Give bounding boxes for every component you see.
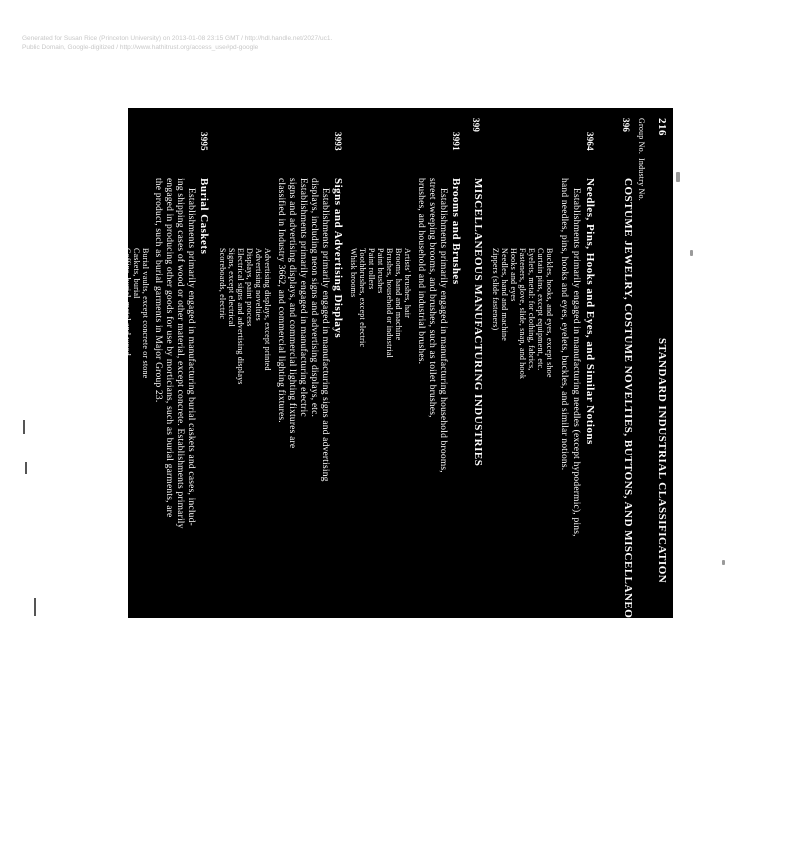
industry-text-3996-3: marily engaged in manufacturing rubber floor coverings are classified in Industry 3069, bbox=[74, 178, 84, 529]
page-number: 216 bbox=[656, 118, 668, 136]
scan-speck bbox=[690, 250, 693, 256]
index-item: Artists' brushes, hair bbox=[403, 248, 412, 319]
index-item: Brushes, household or industrial bbox=[385, 248, 394, 358]
index-item: Displays, paint process bbox=[245, 248, 254, 327]
provenance-line-2: Public Domain, Google-digitized / http://www.hathitrust.org/access_use#pd-google bbox=[22, 44, 259, 51]
index-item: Curtain pins, except equipment, etc. bbox=[536, 248, 545, 371]
col-header-industry: Industry No. bbox=[637, 158, 646, 201]
industry-text-3993-2: displays, including neon signs and advertising displays, etc. bbox=[309, 178, 319, 418]
index-item: Electrical signs and advertising displays bbox=[236, 248, 245, 385]
index-item: Paint rollers bbox=[367, 248, 376, 290]
industry-heading-3993: Signs and Advertising Displays bbox=[332, 178, 344, 339]
index-item: Whisk brooms bbox=[349, 248, 358, 298]
index-item: (linoleum) bbox=[33, 248, 42, 284]
industry-code-3964: 3964 bbox=[585, 132, 595, 151]
index-item: Advertising displays, except printed bbox=[263, 248, 272, 371]
col-header-group: Group No. bbox=[637, 118, 646, 155]
index-item: Fasteners, glove, slide, snap, and hook bbox=[518, 248, 527, 380]
index-item: Eyelets, metal: for clothing, fabrics, bbox=[527, 248, 536, 371]
industry-text-3995-4: the product, such as burial garments in Major Group 23. bbox=[153, 178, 163, 403]
provenance-line-1: Generated for Susan Rice (Princeton University) on 2013-01-08 23:15 GMT / http://hdl.handle.net/2027/uc1. bbox=[22, 35, 333, 42]
industry-code-3991: 3991 bbox=[451, 132, 461, 151]
industry-text-3996-4: and cork floor and wall tile in Industry 2499. bbox=[63, 178, 73, 358]
provenance-watermark bbox=[22, 34, 452, 52]
industry-text-3995-3: engaged in producing other goods for use by morticians, such as burial garments, are bbox=[164, 178, 174, 518]
industry-heading-3964: Needles, Pins, Hooks and Eyes, and Similar Notions bbox=[584, 178, 596, 445]
scan-speck bbox=[34, 598, 36, 616]
industry-text-3993-3: Establishments primarily engaged in manufacturing electric bbox=[298, 178, 308, 417]
index-item: Hooks and eyes bbox=[509, 248, 518, 302]
group-title-396: COSTUME JEWELRY, COSTUME NOVELTIES, BUTTONS, AND MISCELLANEOUS NOTIONS, EXCEPT PRECIOUS METAL bbox=[622, 178, 634, 854]
industry-text-3996-1: Establishments primarily engaged in manufacturing linoleum, asphalted-felt-base, bbox=[96, 188, 106, 516]
industry-heading-3995: Burial Caskets bbox=[198, 178, 210, 255]
industry-text-3993-5: classified in Industry 3662, and commercial lighting fixtures. bbox=[276, 178, 286, 423]
industry-text-3996-2: and other hard surface floor coverings, not elsewhere classified. Establishments pri- bbox=[85, 178, 95, 514]
scan-speck bbox=[25, 462, 27, 474]
index-item: Caskets, burial bbox=[132, 248, 141, 299]
index-item: Burial vaults, except concrete or stone bbox=[141, 248, 150, 379]
group-code-399: 399 bbox=[471, 118, 481, 133]
scan-speck bbox=[23, 420, 25, 434]
industry-code-3996: 3996 bbox=[109, 132, 119, 151]
index-item: Floor coverings, asphalted-felt-base bbox=[42, 248, 51, 371]
group-code-396: 396 bbox=[621, 118, 631, 133]
industry-text-3991-2: street sweeping brooms, and brushes, such as toilet brushes, bbox=[427, 178, 437, 418]
industry-text-3995-2: ing shipping cases of wood or other material, except concrete. Establishments primarily bbox=[175, 178, 185, 529]
scan-speck bbox=[676, 172, 680, 182]
index-item: Coffins, burial, metal and wood bbox=[123, 248, 132, 356]
industry-text-3991-1: Establishments primarily engaged in manufacturing household brooms, bbox=[438, 188, 448, 473]
index-item: Scoreboards, electric bbox=[218, 248, 227, 320]
index-item: Signs, except electrical bbox=[227, 248, 236, 327]
industry-text-3995-1: Establishments primarily engaged in manufacturing burial caskets and cases, includ- bbox=[186, 188, 196, 526]
scanned-page-image bbox=[33, 108, 673, 854]
industry-text-3991-3: brushes, and household and industrial brushes. bbox=[416, 178, 426, 365]
index-item: Toothbrushes, except electric bbox=[358, 248, 367, 348]
index-item: Paint brushes bbox=[376, 248, 385, 294]
index-item: Carpets, asphalted-felt-base (linoleum) bbox=[51, 248, 60, 381]
industry-heading-3996: Linoleum, Asphalted-Felt-Base, and Other Hard Surface Floor Coverings, Not Elsewhere Classified bbox=[108, 178, 120, 693]
index-item: Advertising novelties bbox=[254, 248, 263, 321]
industry-heading-3991: Brooms and Brushes bbox=[450, 178, 462, 285]
index-item: Buckles, hooks, and eyes, except shoe bbox=[545, 248, 554, 378]
industry-text-3964-2: hand needles, pins, hooks and eyes, eyelets, buckles, and similar notions. bbox=[559, 178, 569, 471]
index-item: Brooms, hand and machine bbox=[394, 248, 403, 341]
rotated-page bbox=[33, 108, 673, 854]
index-item: Needles, hand and machine bbox=[500, 248, 509, 341]
industry-text-3993-4: signs and advertising displays, and commercial lighting fixtures are bbox=[287, 178, 297, 449]
industry-text-3993-1: Establishments primarily engaged in manufacturing signs and advertising bbox=[320, 188, 330, 482]
group-title-399: MISCELLANEOUS MANUFACTURING INDUSTRIES bbox=[472, 178, 484, 467]
running-head: STANDARD INDUSTRIAL CLASSIFICATION bbox=[656, 338, 668, 584]
index-item: Zippers (slide fasteners) bbox=[491, 248, 500, 331]
industry-code-3993: 3993 bbox=[333, 132, 343, 151]
industry-text-3964-1: Establishments primarily engaged in manufacturing needles (except hypodermic), pins, bbox=[571, 188, 581, 537]
scan-speck bbox=[722, 560, 725, 565]
page-text bbox=[33, 118, 668, 854]
industry-code-3995: 3995 bbox=[199, 132, 209, 151]
